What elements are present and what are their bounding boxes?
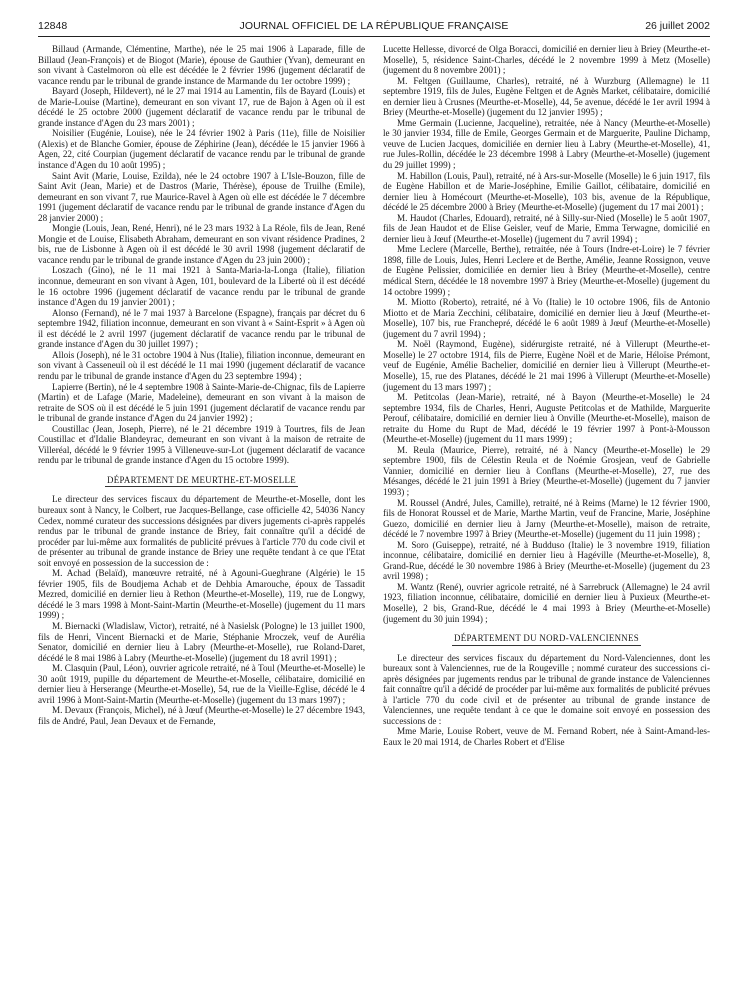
right-notices-a <box>383 44 710 624</box>
notice-paragraph: Lapierre (Bertin), né le 4 septembre 1908 à Sainte-Marie-de-Chignac, fils de Lapierre (Martin) et de Lafage (Marie, Madeleine), demeurant en son vivant à la maison de retraite de SOS où il est décédé le 5 juin 1991 (jugement déclaratif de vacance rendu par le tribunal de grande instance d'Agen du 24 janvier 1992) ; <box>38 381 365 424</box>
notice-paragraph: Saint Avit (Marie, Louise, Ezilda), née le 24 octobre 1907 à L'Isle-Bouzon, fille de Saint Avit (Jean, Marie) et de Dastros (Marie, Thérèse), épouse de Truilhe (Emile), demeurant en son vivant 7, rue Maurice-Ravel à Agen où elle est décédée le 7 décembre 1991 (jugement déclaratif de vacance rendu par le tribunal de grande instance d'Agen du 28 janvier 2000) ; <box>38 170 365 223</box>
right-notices-b <box>383 653 710 748</box>
notice-paragraph: Mme Marie, Louise Robert, veuve de M. Fernand Robert, née à Saint-Amand-les-Eaux le 20 mai 1914, de Charles Robert et d'Elise <box>383 726 710 747</box>
header-rule <box>38 36 710 37</box>
section-heading-text: DÉPARTEMENT DU NORD-VALENCIENNES <box>452 633 641 646</box>
section-heading-nord-valenciennes <box>383 633 710 646</box>
notice-paragraph: Billaud (Armande, Clémentine, Marthe), née le 25 mai 1906 à Laparade, fille de Billaud (Jean-François) et de Biogot (Marie), épouse de Gauthier (Yvan), demeurant en son vivant à Castelmoron où elle est décédée le 2 février 1996 (jugement déclaratif de vacance rendu par le tribunal de grande instance de Marmande du 1er octobre 1999) ; <box>38 44 365 86</box>
left-notices-b <box>38 494 365 726</box>
section-heading-text: DÉPARTEMENT DE MEURTHE-ET-MOSELLE <box>105 475 298 488</box>
notice-paragraph: M. Miotto (Roberto), retraité, né à Vo (Italie) le 10 octobre 1906, fils de Antonio Miotto et de Maria Zecchini, célibataire, domicilié en dernier lieu à Jœuf (Meurthe-et-Moselle), 107 bis, rue Franchepré, décédé le 6 août 1989 à Jœuf (Meurthe-et-Moselle) (jugement du 7 avril 1994) ; <box>383 297 710 339</box>
notice-paragraph: Allois (Joseph), né le 31 octobre 1904 à Nus (Italie), filiation inconnue, demeurant en son vivant à Casseneuil où il est décédé le 11 mai 1990 (jugement déclaratif de vacance rendu par le tribunal de grande instance d'Agen du 23 septembre 1994) ; <box>38 349 365 381</box>
intro-paragraph: Le directeur des services fiscaux du département de Meurthe-et-Moselle, dont les bureaux sont à Nancy, le Colbert, rue Jacques-Bellange, case officielle 42, 54036 Nancy Cedex, nommé curateur des successions désignées par divers jugements ci-après rappelés rendus par le tribunal de grande instance de Briey, fait connaître qu'il a décidé de procéder par lui-même aux formalités de publicité prévues à l'article 770 du code civil et de présenter au tribunal de grande instance de Briey une requête tendant à ce que l'Etat soit envoyé en possession de la succession de : <box>38 494 365 568</box>
notice-paragraph: Mongie (Louis, Jean, René, Henri), né le 23 mars 1932 à La Réole, fils de Jean, René Mongie et de Louise, Elisabeth Abraham, demeurant en son vivant résidence Pradines, 2 bis, rue de Lisbonne à Agen où il est décédé le 30 avril 1998 (jugement déclaratif de vacance rendu par le tribunal de grande instance d'Agen du 23 juin 2000) ; <box>38 223 365 265</box>
notice-paragraph: Mme Germain (Lucienne, Jacqueline), retraitée, née à Nancy (Meurthe-et-Moselle) le 30 janvier 1934, fille de Emile, Georges Germain et de Marguerite, Pauline Dichamp, veuve de Lucien Jacques, domiciliée en dernier lieu à Labry (Meurthe-et-Moselle), 41, rue Jules-Rollin, décédée le 23 décembre 1998 à Labry (Meurthe-et-Moselle) (jugement du 29 juillet 1999) ; <box>383 117 710 171</box>
notice-paragraph: Bayard (Joseph, Hildevert), né le 27 mai 1914 au Lamentin, fils de Bayard (Louis) et de Marie-Louise (Martine), demeurant en son vivant 17, rue de Bajon à Agen où il est décédé le 25 octobre 2000 (jugement déclaratif de vacance rendu par le tribunal de grande instance d'Agen du 23 mars 2001) ; <box>38 86 365 128</box>
notice-paragraph: M. Wantz (René), ouvrier agricole retraité, né à Sarrebruck (Allemagne) le 24 avril 1923, filiation inconnue, célibataire, domicilié en dernier lieu à Puxieux (Meurthe-et-Moselle), 2 bis, Grand-Rue, décédé le 4 mai 1993 à Briey (Meurthe-et-Moselle) (jugement du 30 juin 1994) ; <box>383 581 710 624</box>
intro-paragraph: Le directeur des services fiscaux du département du Nord-Valenciennes, dont les bureaux sont à Valenciennes, rue de la Rougeville ; nommé curateur des successions ci-après désignées par jugements rendus par le tribunal de grande instance de Valenciennes fait connaître qu'il a décidé de procéder par lui-même aux formalités de publicité prévues à l'article 770 du code civil et de présenter au tribunal de grande instance de Valenciennes, une requête tendant à ce que le domaine soit envoyé en possession des successions de : <box>383 652 710 726</box>
notice-paragraph: Noisilier (Eugénie, Louise), née le 24 février 1902 à Paris (11e), fille de Noisilier (Alexis) et de Blanche Gomier, épouse de Zéphirine (Jean), décédée le 15 janvier 1966 à Agen, 22, cité Courpian (jugement déclaratif de vacance rendu par le tribunal de grande instance d'Agen du 10 août 1995) ; <box>38 128 365 171</box>
notice-paragraph: M. Achad (Belaïd), manœuvre retraité, né à Agouni-Gueghrane (Algérie) le 15 février 1905, fils de Boudjema Achab et de Dehbia Amarouche, époux de Tassadit Mezred, domicilié en dernier lieu à Rethon (Meurthe-et-Moselle), 119, rue de Longwy, décédé le 3 mars 1998 à Mont-Saint-Martin (Meurthe-et-Moselle) (jugement du 11 mars 1999) ; <box>38 568 365 621</box>
notice-paragraph: Loszach (Gino), né le 11 mai 1921 à Santa-Maria-la-Longa (Italie), filiation inconnue, demeurant en son vivant à Agen, 101, boulevard de la Liberté où il est décédé le 16 octobre 1996 (jugement déclaratif de vacance rendu par le tribunal de grande instance d'Agen du 19 janvier 2001) ; <box>38 265 365 308</box>
notice-paragraph: M. Devaux (François, Michel), né à Jœuf (Meurthe-et-Moselle) le 27 décembre 1943, fils de André, Paul, Jean Devaux et de Fernande, <box>38 705 365 726</box>
page-number: 12848 <box>38 20 68 32</box>
notice-paragraph: M. Soro (Guiseppe), retraité, né à Budduso (Italie) le 3 novembre 1919, filiation inconnue, célibataire, domicilié en dernier lieu à Hagéville (Meurthe-et-Moselle), 8, Grand-Rue, décédé le 30 novembre 1986 à Briey (Meurthe-et-Moselle) (jugement du 23 avril 1998) ; <box>383 539 710 582</box>
notice-paragraph: Alonso (Fernand), né le 7 mai 1937 à Barcelone (Espagne), français par décret du 6 septembre 1942, filiation inconnue, demeurant en son vivant à « Saint-Esprit » à Agen où il est décédé le 2 avril 1997 (jugement déclaratif de vacance rendu par le tribunal de grande instance d'Agen du 30 juillet 1997) ; <box>38 307 365 350</box>
left-column <box>38 44 365 984</box>
notice-paragraph: Mme Leclere (Marcelle, Berthe), retraitée, née à Tours (Indre-et-Loire) le 7 février 1898, fille de Louis, Jules, Henri Leclere et de Berthe, Amélie, Jeanne Rossignon, veuve de Eugène Pelissier, domiciliée en dernier lieu à Briey (Meurthe-et-Moselle), centre médical Stern, décédée le 18 novembre 1997 à Briey (Meurthe-et-Moselle) (jugement du 14 octobre 1999) ; <box>383 244 710 297</box>
notice-paragraph: M. Roussel (André, Jules, Camille), retraité, né à Reims (Marne) le 12 février 1900, fils de Honorat Roussel et de Marie, Marthe Martin, veuf de Francine, Marie, Joséphine Guezo, domicilié en dernier lieu à Jarny (Meurthe-et-Moselle), maison de retraite, décédé le 7 novembre 1997 à Briey (Meurthe-et-Moselle) (jugement du 11 juin 1998) ; <box>383 497 710 540</box>
right-column <box>383 44 710 984</box>
journal-title: JOURNAL OFFICIEL DE LA RÉPUBLIQUE FRANÇAISE <box>239 20 509 32</box>
section-heading-meurthe-et-moselle <box>38 475 365 488</box>
notice-paragraph: M. Haudot (Charles, Edouard), retraité, né à Silly-sur-Nied (Moselle) le 5 août 1907, fils de Jean Haudot et de Elise Geisler, veuf de Marie, Emma Terwagne, domicilié en dernier lieu à Jœuf (Meurthe-et-Moselle) (jugement du 7 avril 1994) ; <box>383 212 710 244</box>
notice-paragraph: M. Reula (Maurice, Pierre), retraité, né à Nancy (Meurthe-et-Moselle) le 29 septembre 1900, fils de Célestin Reula et de Noémie Grosjean, veuf de Gabrielle Vannier, domicilié en dernier lieu à Conflans (Meurthe-et-Moselle), 27, rue des Mésanges, décédé le 21 juin 1991 à Briey (Meurthe-et-Moselle) (jugement du 7 janvier 1993) ; <box>383 444 710 497</box>
notice-paragraph: M. Noël (Raymond, Eugène), sidérurgiste retraité, né à Villerupt (Meurthe-et-Moselle) le 27 octobre 1914, fils de Pierre, Eugène Noël et de Marie, Héloïse Prémont, veuf de Eugénie, Amélie Bachelier, domicilié en dernier lieu à Villerupt (Meurthe-et-Moselle), 15, rue des Platanes, décédé le 21 mai 1996 à Villerupt (Meurthe-et-Moselle) (jugement du 13 mars 1997) ; <box>383 339 710 392</box>
notice-paragraph: M. Clasquin (Paul, Léon), ouvrier agricole retraité, né à Toul (Meurthe-et-Moselle) le 30 août 1919, pupille du département de Meurthe-et-Moselle, célibataire, domicilié en dernier lieu à Herserange (Meurthe-et-Moselle), 54, rue de la Vieille-Eglise, décédé le 4 avril 1996 à Mont-Saint-Martin (Meurthe-et-Moselle) (jugement du 13 mars 1997) ; <box>38 663 365 705</box>
notice-paragraph: M. Habillon (Louis, Paul), retraité, né à Ars-sur-Moselle (Moselle) le 6 juin 1917, fils de Eugène Habillon et de Marie-Joséphine, Emilie Gaillot, célibataire, domicilié en dernier lieu à Homécourt (Meurthe-et-Moselle), 103 bis, avenue de la République, décédé le 25 décembre 2000 à Briey (Meurthe-et-Moselle) (jugement du 17 mai 2001) ; <box>383 170 710 213</box>
issue-date: 26 juillet 2002 <box>645 20 710 32</box>
notice-paragraph: Coustillac (Jean, Joseph, Pierre), né le 21 décembre 1919 à Tourtres, fils de Jean Coustillac et d'Idalie Blandeyrac, demeurant en son vivant à la maison de retraite de Villeréal, décédé le 9 février 1995 à Villeneuve-sur-Lot (jugement déclaratif de vacance rendu par le tribunal de grande instance d'Agen du 15 octobre 1999). <box>38 423 365 466</box>
continued-paragraph: Lucette Hellesse, divorcé de Olga Boracci, domicilié en dernier lieu à Briey (Meurthe-et-Moselle), 5, résidence Saint-Charles, décédé le 2 novembre 1999 à Metz (Moselle) (jugement du 8 novembre 2001) ; <box>383 44 710 76</box>
notice-paragraph: M. Petitcolas (Jean-Marie), retraité, né à Bayon (Meurthe-et-Moselle) le 24 septembre 1934, fils de Charles, Henri, Auguste Petitcolas et de Mathilde, Marguerite Perouf, célibataire, domicilié en dernier lieu à Onville (Meurthe-et-Moselle), maison de retraite du Home du Rupt de Mad, décédé le 19 février 1997 à Pont-à-Mousson (Meurthe-et-Moselle) (jugement du 11 mars 1999) ; <box>383 392 710 445</box>
notice-paragraph: M. Biernacki (Wladislaw, Victor), retraité, né à Nasielsk (Pologne) le 13 juillet 1900, fils de Henri, Vincent Biernacki et de Marie, Stéphanie Mroczek, veuf de Aurélia Senator, domicilié en dernier lieu à Labry (Meurthe-et-Moselle), rue Roland-Daret, décédé le 8 mai 1986 à Labry (Meurthe-et-Moselle) (jugement du 18 avril 1991) ; <box>38 620 365 663</box>
notice-paragraph: M. Feltgen (Guillaume, Charles), retraité, né à Wurzburg (Allemagne) le 11 septembre 1919, fils de Jules, Eugène Feltgen et de Agnès Market, célibataire, domicilié en dernier lieu à Crusnes (Meurthe-et-Moselle), 44, 5e avenue, décédé le 1er avril 1994 à Briey (Meurthe-et-Moselle) (jugement du 12 janvier 1995) ; <box>383 75 710 118</box>
page-header <box>38 20 710 36</box>
left-notices-a <box>38 44 365 466</box>
